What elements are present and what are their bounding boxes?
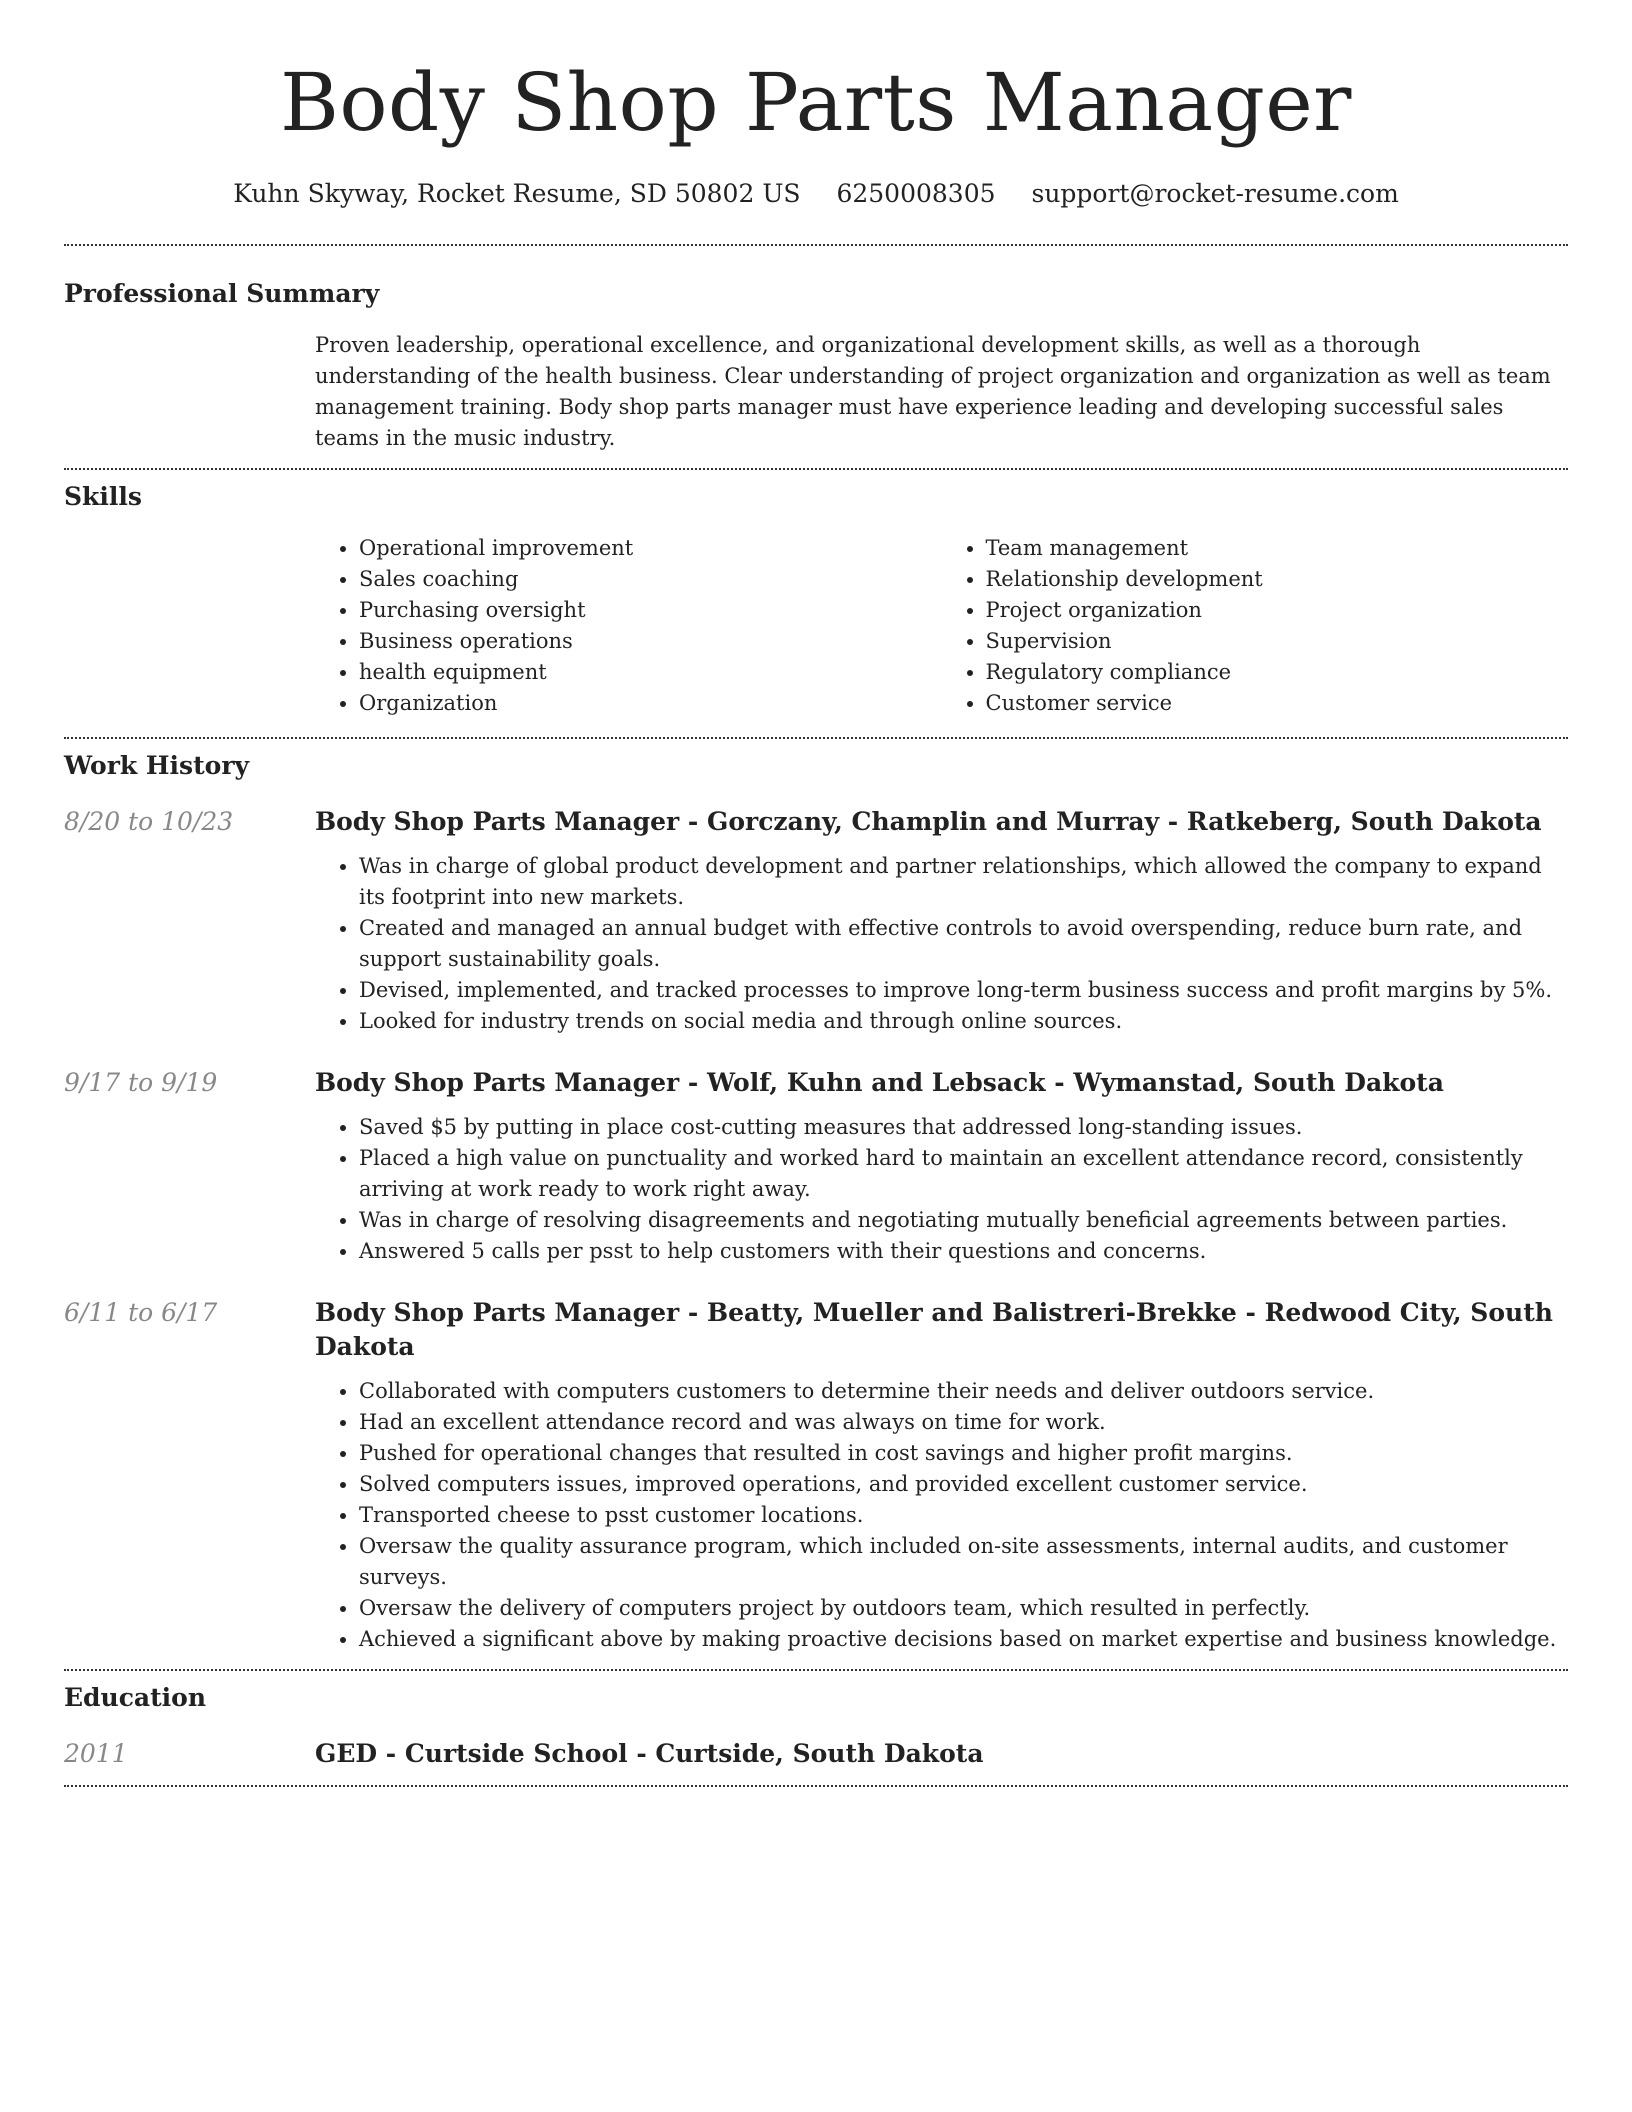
skills-columns [315,533,1568,719]
divider [64,1785,1568,1787]
skill-item: • Operational improvement [359,533,942,564]
education-entry [64,1737,1568,1771]
job-entry [64,1296,1568,1655]
job-bullet: • Was in charge of resolving disagreements and negotiating mutually beneficial agreements between parties. [359,1205,1568,1236]
job-bullet: • Pushed for operational changes that resulted in cost savings and higher profit margins. [359,1438,1568,1469]
summary-text: Proven leadership, operational excellence, and organizational development skills, as well as a thorough understanding of the health business. Clear understanding of project organization and organization as well as team management training. Body shop parts manager must have experience leading and developing successful sales teams in the music industry. [315,333,1551,450]
skill-item: • Purchasing oversight [359,595,942,626]
job-bullet: • Devised, implemented, and tracked processes to improve long-term business success and profit margins by 5%. [359,975,1568,1006]
skills-section [64,470,1568,737]
education-heading: Education [64,1683,207,1712]
job-bullet: • Saved $5 by putting in place cost-cutting measures that addressed long-standing issues. [359,1112,1568,1143]
job-bullet: • Placed a high value on punctuality and worked hard to maintain an excellent attendance record, consistently arriving at work ready to work right away. [359,1143,1568,1205]
education-details [315,1737,1568,1771]
work-history-section [64,739,1568,1669]
job-bullet: • Transported cheese to psst customer locations. [359,1500,1568,1531]
education-section [64,1671,1568,1785]
job-bullet: • Was in charge of global product development and partner relationships, which allowed the company to expand its footprint into new markets. [359,851,1568,913]
job-details [315,1066,1568,1267]
job-title: Body Shop Parts Manager - Gorczany, Champlin and Murray - Ratkeberg, South Dakota [315,807,1542,836]
candidate-name: Body Shop Parts Manager [280,56,1352,149]
job-bullets [315,851,1568,1037]
education-degree: GED - Curtside School - Curtside, South Dakota [315,1739,984,1768]
skill-item: • Organization [359,688,942,719]
job-details [315,805,1568,1037]
job-bullet: • Created and managed an annual budget with effective controls to avoid overspending, reduce burn rate, and support sustainability goals. [359,913,1568,975]
work-history-heading: Work History [64,751,250,780]
job-bullet: • Had an excellent attendance record and was always on time for work. [359,1407,1568,1438]
contact-line [64,177,1568,211]
job-title: Body Shop Parts Manager - Beatty, Mueller and Balistreri-Brekke - Redwood City, South Dakota [315,1298,1553,1361]
skill-item: • Regulatory compliance [986,657,1569,688]
job-bullet: • Looked for industry trends on social media and through online sources. [359,1006,1568,1037]
job-entry [64,1066,1568,1267]
contact-email: support@rocket-resume.com [1031,179,1399,208]
skill-item: • health equipment [359,657,942,688]
summary-section [64,246,1568,468]
summary-heading: Professional Summary [64,279,380,308]
skill-item: • Supervision [986,626,1569,657]
job-bullet: • Achieved a significant above by making proactive decisions based on market expertise and business knowledge. [359,1624,1568,1655]
job-details [315,1296,1568,1655]
skill-item: • Relationship development [986,564,1569,595]
contact-address: Kuhn Skyway, Rocket Resume, SD 50802 US [233,179,801,208]
skill-item: • Team management [986,533,1569,564]
skill-item: • Business operations [359,626,942,657]
skills-heading: Skills [64,482,142,511]
job-entry [64,805,1568,1037]
contact-phone: 6250008305 [836,179,996,208]
skill-item: • Project organization [986,595,1569,626]
job-bullet: • Solved computers issues, improved operations, and provided excellent customer service. [359,1469,1568,1500]
skills-list-left [315,533,942,719]
job-dates: 9/17 to 9/19 [64,1068,218,1097]
job-dates: 6/11 to 6/17 [64,1298,218,1327]
skill-item: • Customer service [986,688,1569,719]
job-bullet: • Oversaw the delivery of computers project by outdoors team, which resulted in perfectly. [359,1593,1568,1624]
skills-list-right [942,533,1569,719]
job-dates: 8/20 to 10/23 [64,807,234,836]
job-bullets [315,1112,1568,1267]
job-bullets [315,1376,1568,1655]
summary-body [315,330,1568,454]
job-bullet: • Answered 5 calls per psst to help customers with their questions and concerns. [359,1236,1568,1267]
job-title: Body Shop Parts Manager - Wolf, Kuhn and Lebsack - Wymanstad, South Dakota [315,1068,1444,1097]
job-bullet: • Oversaw the quality assurance program, which included on-site assessments, internal audits, and customer surveys. [359,1531,1568,1593]
resume-header [64,0,1568,211]
education-year: 2011 [64,1739,128,1768]
skill-item: • Sales coaching [359,564,942,595]
job-bullet: • Collaborated with computers customers to determine their needs and deliver outdoors service. [359,1376,1568,1407]
